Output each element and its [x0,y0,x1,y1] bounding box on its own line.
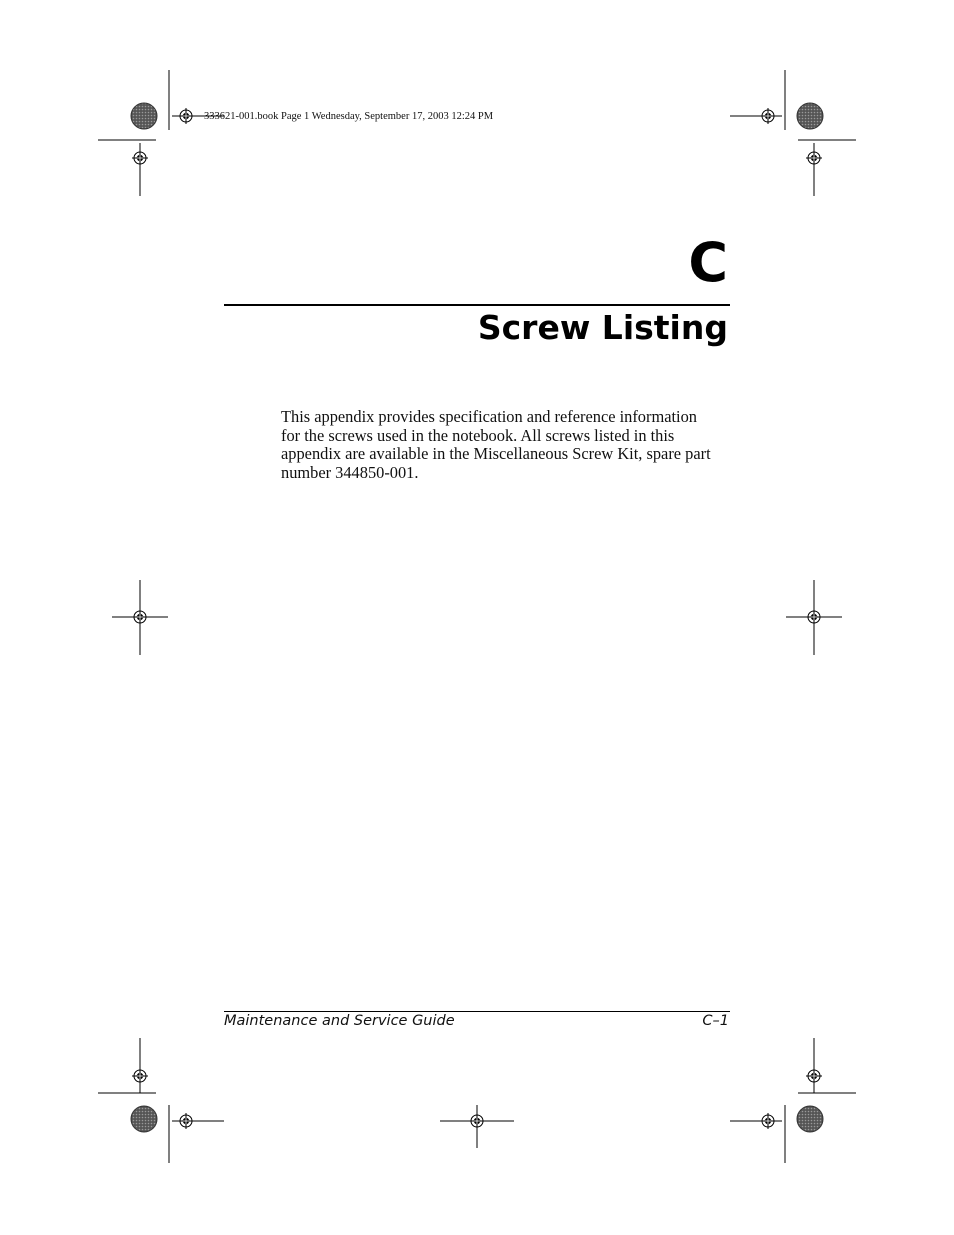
footer-rule [224,1011,730,1012]
paragraph-line: appendix are available in the Miscellaneous Screw Kit, spare part [281,444,711,464]
footer-guide-title: Maintenance and Service Guide [224,1013,455,1029]
paragraph-line: for the screws used in the notebook. All screws listed in this [281,425,675,445]
crop-marks-top [98,70,856,196]
intro-paragraph [281,408,733,482]
registration-marks-middle [132,609,822,625]
footer-page-number: C–1 [702,1013,729,1029]
crop-marks-middle [112,580,842,655]
title-rule [224,304,730,306]
page-title: Screw Listing [477,308,728,347]
registration-marks-bottom [132,1068,822,1129]
print-slug-line: 333621-001.book Page 1 Wednesday, September 17, 2003 12:24 PM [204,111,494,122]
paragraph-line: This appendix provides specification and reference information [281,407,697,426]
crop-marks-bottom [98,1038,856,1163]
paragraph-line: number 344850-001. [281,462,419,482]
appendix-letter: C [688,231,728,294]
